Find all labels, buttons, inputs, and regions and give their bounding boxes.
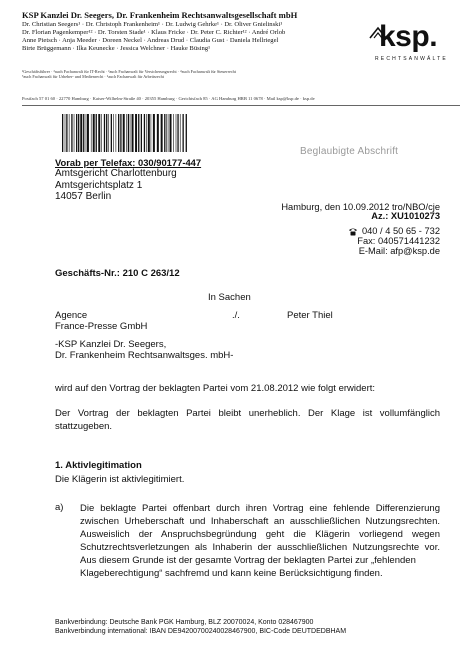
section-heading: 1. Aktivlegitimation: [55, 460, 142, 471]
bank-line: Bankverbindung international: IBAN DE94200700240028467900, BIC-Code DEUTDEDBHAM: [55, 627, 347, 635]
bank-details: [55, 619, 346, 636]
case-number: Geschäfts-Nr.: 210 C 263/12: [55, 268, 180, 279]
plaintiff: [55, 310, 147, 332]
recipient-line: Amtsgericht Charlottenburg: [55, 168, 177, 179]
counsel-line: Dr. Frankenheim Rechtsanwaltsges. mbH-: [55, 350, 234, 361]
lawyer-line: Anne Pietsch · Anja Meeder · Doreen Neckel · Andreas Drud · Claudia Gust · Daniela Hellriegel: [22, 36, 279, 44]
fax-row: Fax: 040571441232: [357, 236, 440, 247]
note-line: ⁵auch Fachanwalt für Urheber- und Medienrecht · ⁶auch Fachanwalt für Arbeitsrecht: [22, 74, 164, 79]
defendant: Peter Thiel: [287, 310, 333, 321]
lawyer-list: [22, 21, 374, 53]
intro-sentence: wird auf den Vortrag der beklagten Partei vom 21.08.2012 wie folgt erwidert:: [55, 383, 376, 394]
certified-copy-stamp: Beglaubigte Abschrift: [300, 146, 399, 157]
plaintiff-line: France-Presse GmbH: [55, 321, 148, 332]
contact-block: [300, 226, 440, 257]
phone-icon: [348, 227, 358, 236]
list-item-body: Die beklagte Partei offenbart durch ihren Vortrag eine fehlende Differenzierung zwischen Urheberschaft und Inhaberschaft an ausschließlichen Nutzungsrechten. Ausweislich der Anspruchsbegründung geht die Klägerin vorliegend wegen Schutzrechtsverletzungen als Inhaberin der ausschließlichen Nutzungsrechte vor. Aus diesem Grunde ist der gesamte Vortrag der beklagten Partei zur „fehlenden: [80, 503, 440, 566]
logo-text: ksp.: [379, 20, 438, 53]
versus-mark: ./.: [232, 310, 240, 321]
firm-name: KSP Kanzlei Dr. Seegers, Dr. Frankenheim Rechtsanwaltsgesellschaft mbH: [22, 10, 298, 20]
lawyer-line: Dr. Florian Pagenkemper¹² · Dr. Torsten Stade¹ · Klaus Fricke · Dr. Peter C. Richter¹² · André Orlob: [22, 28, 286, 36]
counsel-line: -KSP Kanzlei Dr. Seegers,: [55, 339, 167, 350]
list-item-text: [80, 502, 440, 580]
phone-row: [300, 226, 440, 236]
lawyer-line: Dr. Christian Seegers¹ · Dr. Christoph Frankenheim¹ · Dr. Ludwig Gehrke¹ · Dr. Oliver Gnielinski¹: [22, 21, 283, 28]
plaintiff-line: Agence: [55, 310, 88, 321]
header-divider: [22, 105, 460, 106]
date-line: Hamburg, den 10.09.2012 tro/NBO/cje: [281, 202, 440, 212]
list-item-last-line: Klageberechtigung“ sachfremd und kann keine Berücksichtigung finden.: [80, 568, 383, 579]
counsel: [55, 339, 233, 361]
paragraph: Der Vortrag der beklagten Partei bleibt unerheblich. Der Klage ist vollumfänglich stattzugeben.: [55, 408, 440, 432]
section-text: Die Klägerin ist aktivlegitimiert.: [55, 474, 185, 485]
recipient-address: [55, 168, 177, 203]
file-reference: Az.: XU1010273: [371, 211, 440, 221]
specialization-notes: [22, 69, 374, 79]
bank-line: Bankverbindung: Deutsche Bank PGK Hamburg, BLZ 20070024, Konto 028467900: [55, 619, 314, 626]
list-item-label: a): [55, 502, 64, 513]
note-line: ¹Geschäftsführer · ²auch Fachanwalt für IT-Recht · ³auch Fachanwalt für Versicherungsrecht · ⁴auch Fachanwalt für Steuerrecht: [22, 69, 236, 74]
fax-notice: Vorab per Telefax: 030/90177-447: [55, 157, 202, 168]
recipient-line: 14057 Berlin: [55, 191, 112, 202]
barcode-icon: [62, 114, 190, 152]
lawyer-line: Birte Brüggemann · Ilka Keunecke · Jessica Welchner · Hauke Büsing¹: [22, 44, 211, 52]
logo-subtitle: RECHTSANWÄLTE: [375, 56, 448, 62]
in-sachen-label: In Sachen: [208, 292, 251, 303]
recipient-line: Amtsgerichtsplatz 1: [55, 179, 143, 191]
firm-address-line: Postfach 57 01 60 · 22770 Hamburg · Kaiser-Wilhelm-Straße 40 · 20355 Hamburg · Gerichtsfach 85 · AG Hamburg HRB 11 0678 · Mail ksp@ksp.de · ksp.de: [22, 96, 315, 101]
firm-logo: [365, 22, 465, 62]
email-row: E-Mail: afp@ksp.de: [358, 246, 440, 257]
phone-number: 040 / 4 50 65 - 732: [361, 226, 440, 236]
